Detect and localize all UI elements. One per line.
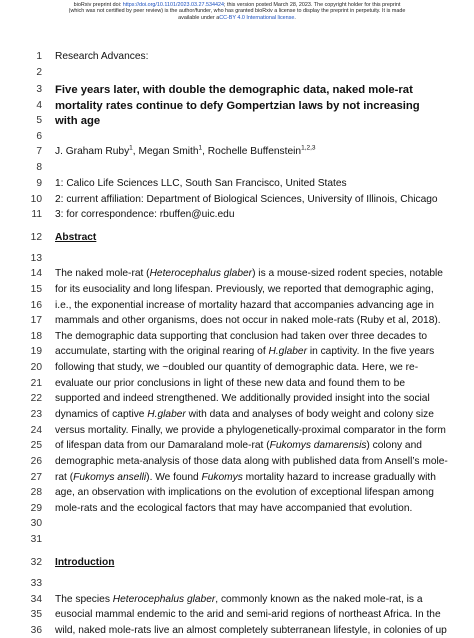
manuscript-line <box>0 502 474 516</box>
manuscript-line <box>0 145 474 159</box>
body-text-line: age, an observation with implications on the evolution of exceptional lifespan among <box>55 487 434 498</box>
author-affiliation-sup: 1,2,3 <box>301 144 316 152</box>
author-list: J. Graham Ruby$^1$, Megan Smith$^1$, Rochelle Buffenstein$^{1,2,3}$ <box>55 144 316 157</box>
line-number: 31 <box>30 534 42 545</box>
manuscript-line <box>0 608 474 622</box>
line-number: 23 <box>30 409 42 420</box>
manuscript-line <box>0 439 474 453</box>
line-number: 25 <box>30 440 42 451</box>
manuscript-line <box>0 299 474 313</box>
author-name: Rochelle Buffenstein <box>207 146 302 157</box>
manuscript-line <box>0 177 474 191</box>
line-number: 17 <box>30 315 42 326</box>
line-number: 20 <box>30 362 42 373</box>
body-text-line: dynamics of captive H.glaber with data and analyses of body weight and colony size <box>55 409 434 420</box>
line-number: 21 <box>30 378 42 389</box>
manuscript-line <box>0 283 474 297</box>
paper-title-line: with age <box>55 115 101 127</box>
paper-title-line: Five years later, with double the demographic data, naked mole-rat <box>55 84 413 96</box>
line-number: 3 <box>36 84 42 95</box>
author-affiliation-sup: 1 <box>129 144 133 152</box>
line-number: 4 <box>36 100 42 111</box>
manuscript-line <box>0 193 474 207</box>
line-number: 28 <box>30 487 42 498</box>
author-name: Megan Smith <box>138 146 199 157</box>
manuscript-line <box>0 208 474 222</box>
manuscript-line <box>0 50 474 64</box>
body-text-line: demographic meta-analysis of those data along with published data from Ansell’s mole- <box>55 456 448 467</box>
body-text-line: The species Heterocephalus glaber, commonly known as the naked mole-rat, is a <box>55 594 423 605</box>
manuscript-line <box>0 408 474 422</box>
manuscript-line <box>0 345 474 359</box>
line-number: 35 <box>30 609 42 620</box>
manuscript-line <box>0 114 474 128</box>
manuscript-line <box>0 424 474 438</box>
manuscript-line <box>0 83 474 97</box>
body-text-line: Research Advances: <box>55 51 149 62</box>
manuscript-line <box>0 593 474 607</box>
doi-link[interactable]: https://doi.org/10.1101/2023.03.27.534424 <box>122 2 224 8</box>
line-number: 30 <box>30 518 42 529</box>
body-text-line: The demographic data supporting that conclusion had taken over three decades to <box>55 331 428 342</box>
line-number: 26 <box>30 456 42 467</box>
header-text: bioRxiv preprint doi: <box>73 2 123 8</box>
line-number: 12 <box>30 232 42 243</box>
body-text-line: eusocial mammal endemic to the arid and semi-arid regions of northeast Africa. In the <box>55 609 441 620</box>
manuscript-line <box>0 267 474 281</box>
line-number: 29 <box>30 503 42 514</box>
manuscript-line <box>0 377 474 391</box>
body-text-line: of lifespan data from our Damaraland mole-rat (Fukomys damarensis) colony and <box>55 440 422 451</box>
preprint-header <box>0 2 474 21</box>
body-text-line: versus mortality. Finally, we provide a phylogenetically-proximal comparator in the form <box>55 425 446 436</box>
line-number: 33 <box>30 578 42 589</box>
manuscript-line <box>0 486 474 500</box>
section-heading: Abstract <box>55 232 97 243</box>
manuscript-line <box>0 330 474 344</box>
manuscript-line <box>0 361 474 375</box>
manuscript-line <box>0 392 474 406</box>
line-number: 32 <box>30 557 42 568</box>
line-number: 27 <box>30 472 42 483</box>
manuscript-line <box>0 161 474 175</box>
header-line-2: (which was not certified by peer review) is the author/funder, who has granted bioRxiv a license to display the preprint in perpetuity. It is made <box>68 8 406 15</box>
line-number: 10 <box>30 194 42 205</box>
body-text-line: wild, naked mole-rats live an almost completely subterranean lifestyle, in colonies of up <box>55 625 447 636</box>
line-number: 9 <box>36 178 42 189</box>
manuscript-line <box>0 66 474 80</box>
body-text-line: 1: Calico Life Sciences LLC, South San Francisco, United States <box>55 178 347 189</box>
paper-title-line: mortality rates continue to defy Gompertzian laws by not increasing <box>55 100 420 112</box>
line-number: 7 <box>36 146 42 157</box>
header-text: ; this version posted March 28, 2023. The copyright holder for this preprint <box>223 2 401 8</box>
line-number: 24 <box>30 425 42 436</box>
manuscript-line <box>0 533 474 547</box>
manuscript-line <box>0 99 474 113</box>
manuscript-line <box>0 517 474 531</box>
line-number: 18 <box>30 331 42 342</box>
manuscript-line <box>0 624 474 638</box>
body-text-line: The naked mole-rat (Heterocephalus glaber) is a mouse-sized rodent species, notable <box>55 268 443 279</box>
line-number: 11 <box>31 209 42 220</box>
line-number: 16 <box>30 300 42 311</box>
line-number: 8 <box>36 162 42 173</box>
license-link[interactable]: CC-BY 4.0 International license <box>219 14 295 21</box>
body-text-line: accumulate, starting with the original rearing of H.glaber in captivity. In the five years <box>55 346 435 357</box>
manuscript-line <box>0 556 474 570</box>
line-number: 15 <box>30 284 42 295</box>
header-line-3 <box>0 15 474 21</box>
line-number: 14 <box>30 268 42 279</box>
manuscript-line <box>0 231 474 245</box>
author-name: J. Graham Ruby <box>55 146 130 157</box>
header-text: . <box>294 14 296 21</box>
manuscript-line <box>0 577 474 591</box>
body-text-line: 2: current affiliation: Department of Biological Sciences, University of Illinois, Chicago <box>55 194 438 205</box>
line-number: 6 <box>36 131 42 142</box>
manuscript-line <box>0 471 474 485</box>
manuscript-line <box>0 130 474 144</box>
body-text-line: supported and indeed strengthened. We additionally provided insight into the social <box>55 393 430 404</box>
manuscript-line <box>0 455 474 469</box>
manuscript-line <box>0 252 474 266</box>
body-text-line: for its eusociality and long lifespan. Previously, we reported that demographic aging, <box>55 284 434 295</box>
section-heading: Introduction <box>55 557 115 568</box>
body-text-line: mammals and other organisms, does not occur in naked mole-rats (Ruby et al, 2018). <box>55 315 441 326</box>
line-number: 36 <box>30 625 42 636</box>
line-number: 19 <box>30 346 42 357</box>
manuscript-line <box>0 314 474 328</box>
line-number: 2 <box>36 67 42 78</box>
line-number: 22 <box>30 393 42 404</box>
body-text-line: i.e., the exponential increase of mortality hazard that accompanies advancing age in <box>55 300 434 311</box>
author-affiliation-sup: 1 <box>198 144 203 152</box>
line-number: 1 <box>36 51 42 62</box>
header-text: available under a <box>178 14 220 21</box>
body-text-line: following that study, we ~doubled our quantity of demographic data. Here, we re- <box>55 362 419 373</box>
body-text-line: evaluate our prior conclusions in light of these new data and found them to be <box>55 378 405 389</box>
body-text-line: rat (Fukomys anselli). We found Fukomys mortality hazard to increase gradually with <box>55 472 436 483</box>
body-text-line: mole-rats and the ecological factors that may have accompanied that evolution. <box>55 503 413 514</box>
line-number: 34 <box>30 594 42 605</box>
line-number: 13 <box>30 253 42 264</box>
body-text-line: 3: for correspondence: rbuffen@uic.edu <box>55 209 235 220</box>
line-number: 5 <box>36 115 42 126</box>
